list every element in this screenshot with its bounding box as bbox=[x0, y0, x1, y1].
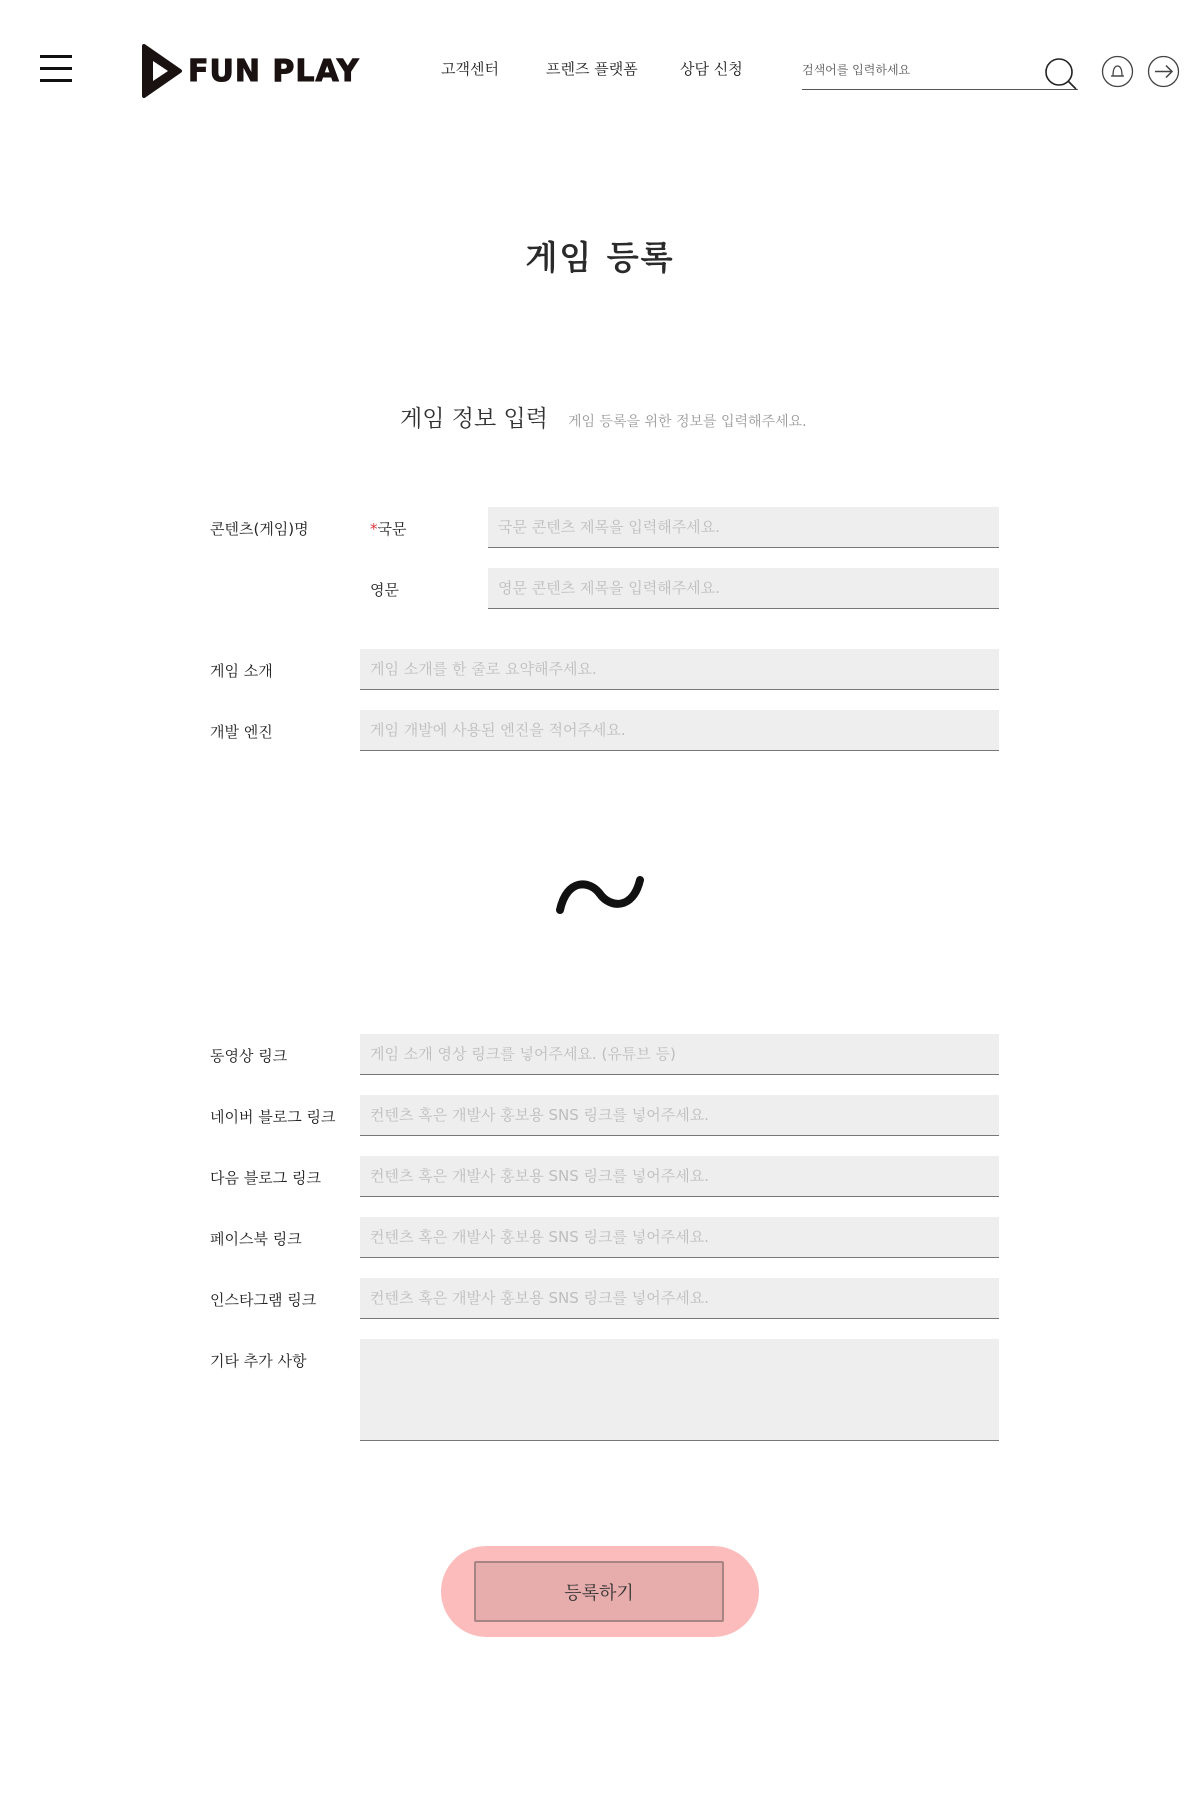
required-mark: * bbox=[370, 520, 378, 538]
game-intro-input[interactable] bbox=[360, 649, 999, 690]
instagram-link-input[interactable] bbox=[360, 1278, 999, 1319]
nav-consultation[interactable]: 상담 신청 bbox=[680, 60, 743, 78]
section-title: 게임 정보 입력 bbox=[400, 406, 548, 432]
search-bar bbox=[802, 54, 1078, 90]
dev-engine-label: 개발 엔진 bbox=[210, 723, 273, 741]
menu-icon[interactable] bbox=[40, 55, 72, 83]
english-title-input[interactable] bbox=[488, 568, 999, 609]
section-header bbox=[400, 400, 807, 433]
section-description: 게임 등록을 위한 정보를 입력해주세요. bbox=[567, 414, 807, 430]
korean-title-label bbox=[370, 518, 406, 539]
search-input[interactable] bbox=[802, 58, 1032, 82]
etc-notes-label: 기타 추가 사항 bbox=[210, 1352, 307, 1370]
video-link-input[interactable] bbox=[360, 1034, 999, 1075]
logo[interactable] bbox=[140, 44, 360, 98]
submit-button[interactable]: 등록하기 bbox=[474, 1561, 724, 1622]
tilde-separator-icon bbox=[555, 870, 645, 918]
instagram-link-label: 인스타그램 링크 bbox=[210, 1291, 317, 1309]
dev-engine-input[interactable] bbox=[360, 710, 999, 751]
user-icon[interactable] bbox=[1101, 55, 1134, 88]
nav-friends-platform[interactable]: 프렌즈 플랫폼 bbox=[546, 60, 638, 78]
naver-blog-input[interactable] bbox=[360, 1095, 999, 1136]
logout-icon[interactable] bbox=[1147, 55, 1180, 88]
nav-customer-center[interactable]: 고객센터 bbox=[441, 60, 499, 78]
korean-label-text: 국문 bbox=[377, 520, 407, 538]
logo-text: FUN PLAY bbox=[188, 53, 360, 89]
site-header bbox=[0, 0, 1200, 140]
daum-blog-label: 다음 블로그 링크 bbox=[210, 1169, 321, 1187]
english-title-label: 영문 bbox=[370, 581, 399, 599]
etc-notes-textarea[interactable] bbox=[360, 1339, 999, 1441]
facebook-link-input[interactable] bbox=[360, 1217, 999, 1258]
content-name-label: 콘텐츠(게임)명 bbox=[210, 520, 309, 538]
daum-blog-input[interactable] bbox=[360, 1156, 999, 1197]
play-logo-icon bbox=[140, 44, 184, 98]
page-title: 게임 등록 bbox=[525, 238, 675, 277]
naver-blog-label: 네이버 블로그 링크 bbox=[210, 1108, 336, 1126]
korean-title-input[interactable] bbox=[488, 507, 999, 548]
facebook-link-label: 페이스북 링크 bbox=[210, 1230, 302, 1248]
video-link-label: 동영상 링크 bbox=[210, 1047, 288, 1065]
search-icon[interactable] bbox=[1043, 56, 1079, 92]
game-intro-label: 게임 소개 bbox=[210, 662, 273, 680]
